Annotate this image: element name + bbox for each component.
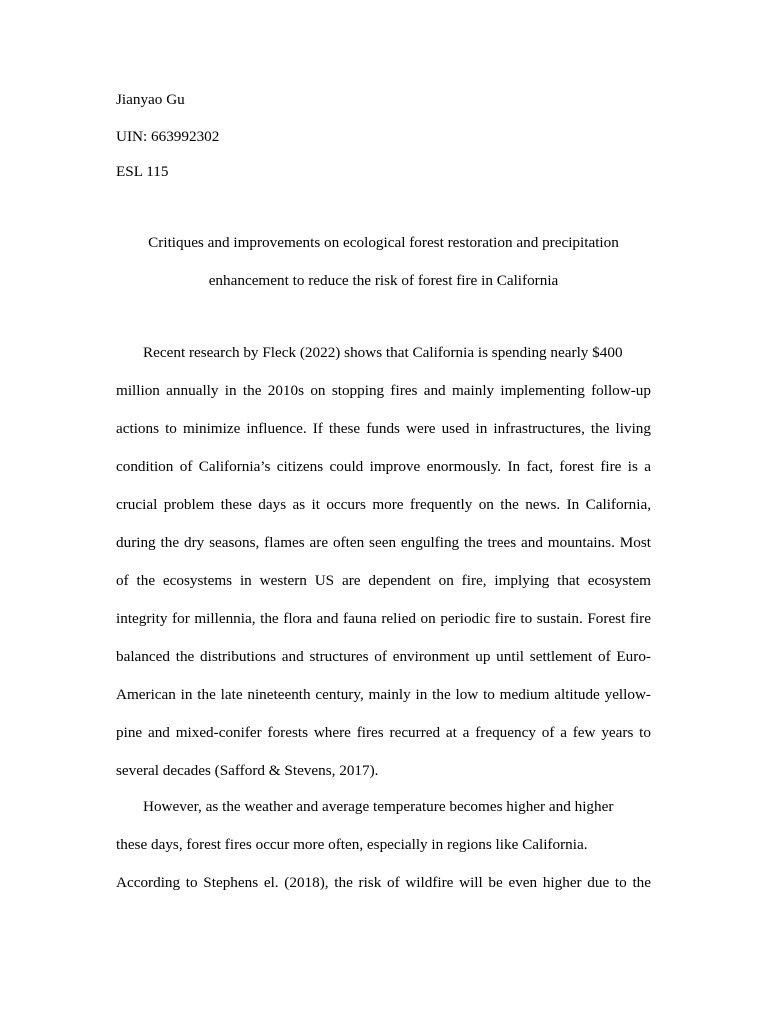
body-line: American in the late nineteenth century, mainly in the low to medium altitude yellow- [116,686,651,703]
paper-title-line-1: Critiques and improvements on ecological forest restoration and precipitation [148,234,619,251]
body-line: condition of California’s citizens could improve enormously. In fact, forest fire is a [116,458,651,475]
body-line: pine and mixed-conifer forests where fires recurred at a frequency of a few years to [116,724,651,741]
body-line: these days, forest fires occur more often, especially in regions like California. [116,836,588,853]
body-line: during the dry seasons, flames are often seen engulfing the trees and mountains. Most [116,534,651,551]
body-line: million annually in the 2010s on stopping fires and mainly implementing follow-up [116,382,651,399]
course-name: ESL 115 [116,163,169,180]
author-name: Jianyao Gu [116,91,185,108]
body-line: several decades (Safford & Stevens, 2017). [116,762,379,779]
body-line: actions to minimize influence. If these funds were used in infrastructures, the living [116,420,651,437]
paper-title-line-2: enhancement to reduce the risk of forest fire in California [208,272,559,289]
body-line: Recent research by Fleck (2022) shows that California is spending nearly $400 [143,344,623,361]
body-line: of the ecosystems in western US are dependent on fire, implying that ecosystem [116,572,651,589]
body-line: crucial problem these days as it occurs more frequently on the news. In California, [116,496,651,513]
student-uin: UIN: 663992302 [116,128,220,145]
body-line: However, as the weather and average temperature becomes higher and higher [143,798,614,815]
body-line: According to Stephens el. (2018), the risk of wildfire will be even higher due to the [116,874,651,891]
body-line: balanced the distributions and structures of environment up until settlement of Euro- [116,648,651,665]
body-line: integrity for millennia, the flora and fauna relied on periodic fire to sustain. Forest fire [116,610,651,627]
